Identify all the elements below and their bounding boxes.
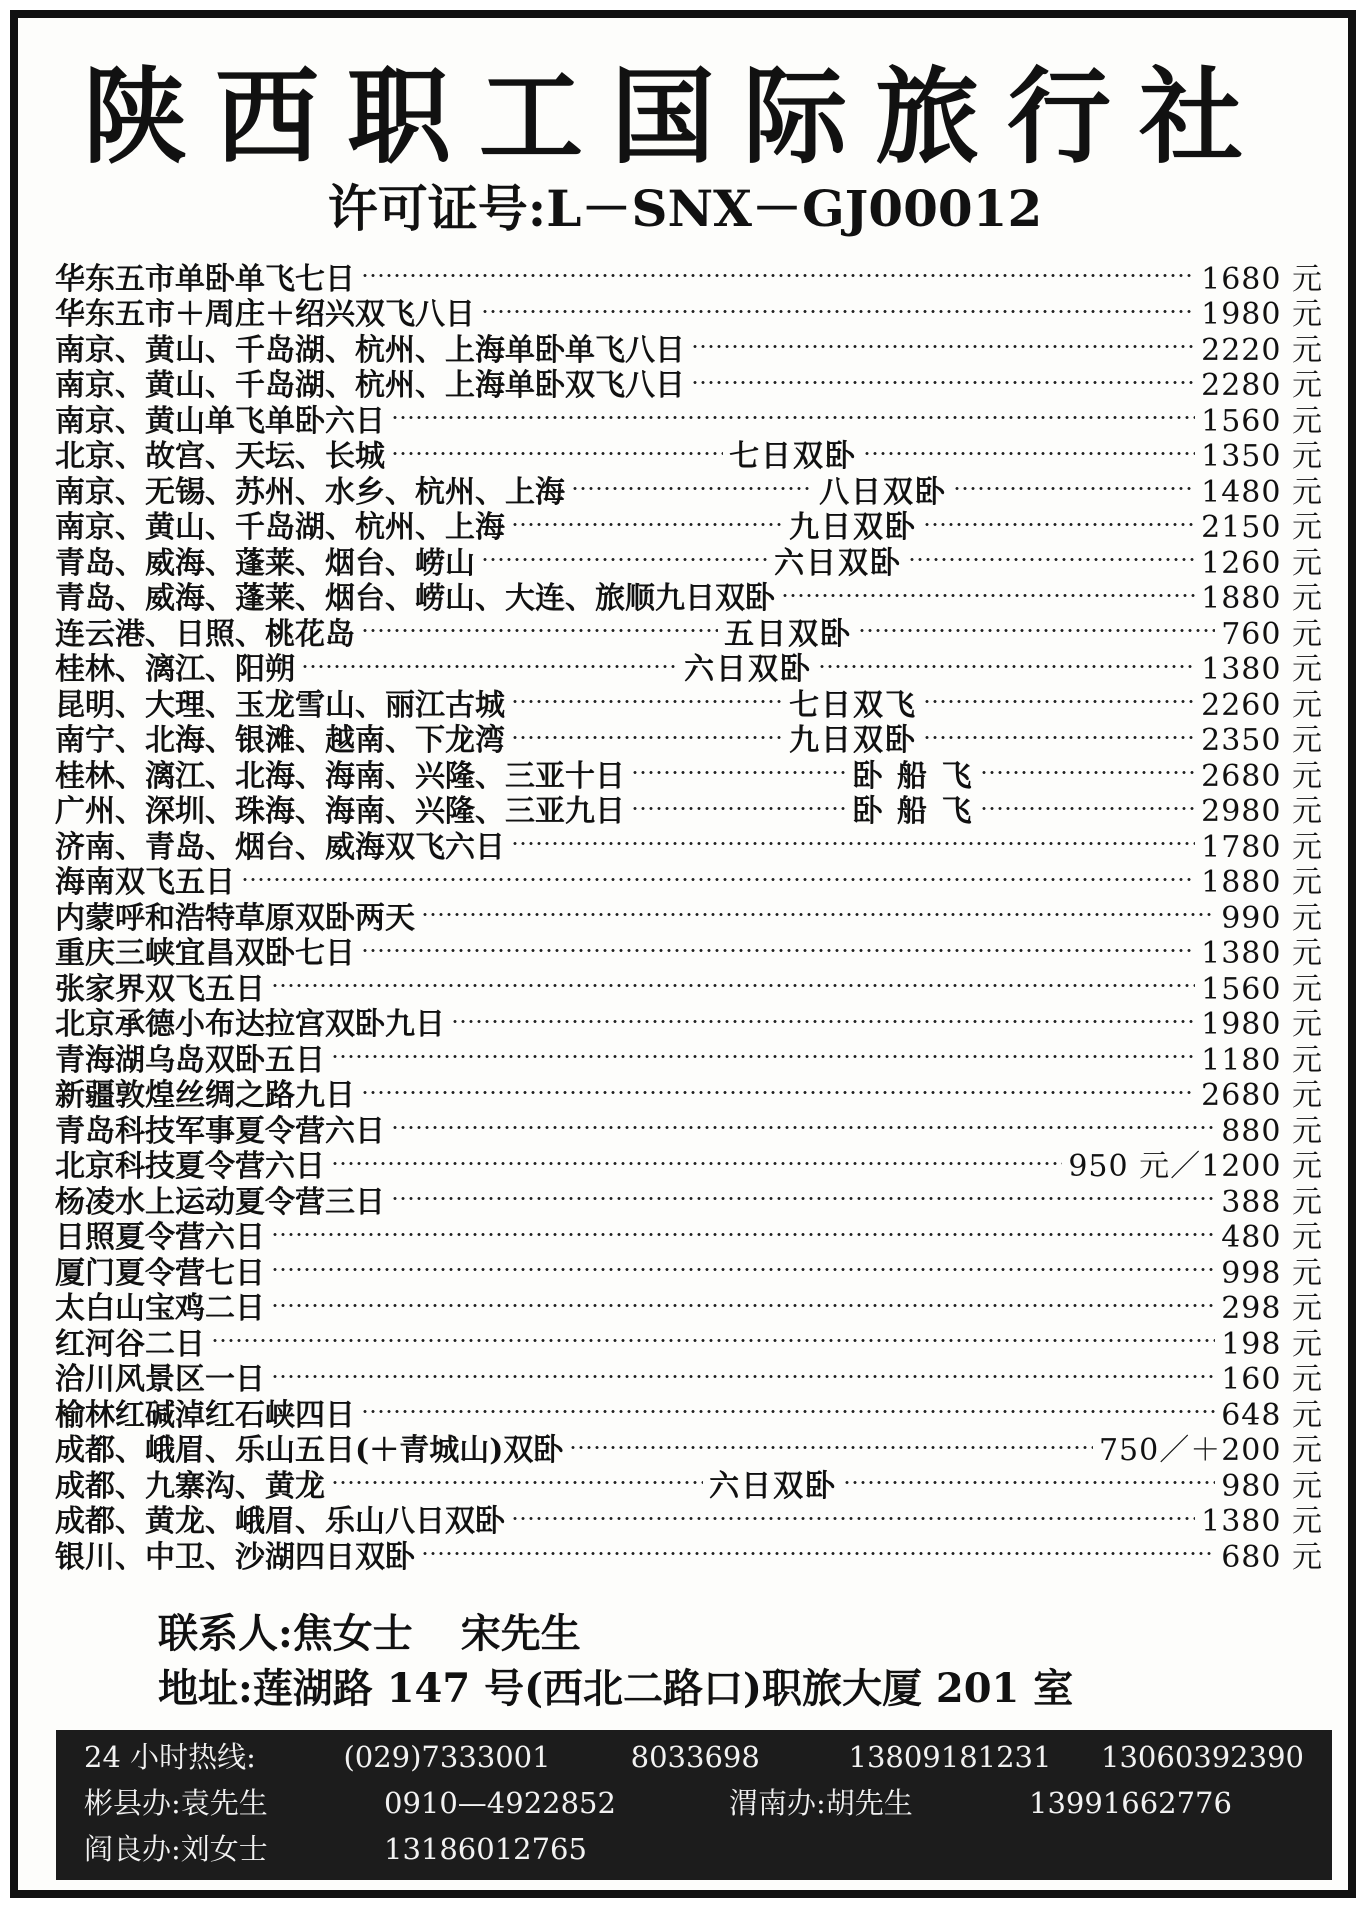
contact-label: 联系人: bbox=[158, 1610, 293, 1657]
branch-row-1 bbox=[84, 1780, 1304, 1826]
agency-title: 陕西职工国际旅行社 bbox=[82, 55, 1271, 178]
route-row bbox=[55, 471, 1324, 510]
route-row bbox=[55, 1501, 1323, 1540]
dot-leader bbox=[511, 736, 783, 739]
route-price: 950 元／1200 元 bbox=[1068, 1149, 1323, 1185]
route-name: 北京、故宫、天坛、长城 bbox=[55, 439, 385, 475]
route-row bbox=[55, 1252, 1323, 1291]
hotline-phone-2: 8033698 bbox=[630, 1740, 760, 1774]
dot-leader bbox=[211, 1339, 1215, 1342]
dot-leader bbox=[908, 558, 1195, 561]
route-name: 洽川风景区一日 bbox=[55, 1362, 265, 1398]
route-price: 2150 元 bbox=[1201, 510, 1324, 546]
route-row bbox=[55, 897, 1323, 936]
route-note: 六日双卧 bbox=[684, 652, 813, 688]
dot-leader bbox=[361, 274, 1195, 277]
route-note: 卧 船 飞 bbox=[852, 758, 974, 794]
route-name: 南宁、北海、银滩、越南、下龙湾 bbox=[55, 723, 505, 759]
route-name: 青岛科技军事夏令营六日 bbox=[55, 1113, 385, 1149]
route-price: 2680 元 bbox=[1201, 758, 1323, 794]
yanliang-phone: 13186012765 bbox=[384, 1832, 587, 1866]
route-name: 内蒙呼和浩特草原双卧两天 bbox=[55, 900, 415, 936]
binxian-office: 彬县办:袁先生 bbox=[84, 1786, 268, 1820]
route-price: 680 元 bbox=[1221, 1539, 1323, 1575]
dot-leader bbox=[980, 807, 1196, 810]
route-name: 南京、黄山、千岛湖、杭州、上海单卧单飞八日 bbox=[55, 332, 685, 368]
route-row bbox=[55, 613, 1324, 652]
route-note: 七日双卧 bbox=[729, 439, 858, 475]
route-price: 1560 元 bbox=[1201, 971, 1323, 1007]
route-name: 太白山宝鸡二日 bbox=[55, 1291, 265, 1327]
dot-leader bbox=[923, 523, 1195, 526]
route-name: 青岛、威海、蓬莱、烟台、崂山 bbox=[55, 545, 475, 581]
route-name: 重庆三峡宜昌双卧七日 bbox=[55, 936, 355, 972]
route-price: 980 元 bbox=[1221, 1468, 1324, 1504]
hotline-phone-4: 13060392390 bbox=[1101, 1740, 1304, 1774]
route-row bbox=[55, 1004, 1323, 1043]
dot-leader bbox=[569, 1446, 1093, 1449]
route-name: 昆明、大理、玉龙雪山、丽江古城 bbox=[55, 687, 505, 723]
dot-leader bbox=[571, 487, 813, 490]
dot-leader bbox=[818, 665, 1195, 668]
route-price: 1880 元 bbox=[1201, 581, 1323, 617]
route-name: 银川、中卫、沙湖四日双卧 bbox=[55, 1539, 415, 1575]
route-row bbox=[55, 1323, 1323, 1362]
dot-leader bbox=[361, 1091, 1195, 1094]
route-price: 2260 元 bbox=[1201, 687, 1324, 723]
route-name: 海南双飞五日 bbox=[55, 865, 235, 901]
dot-leader bbox=[923, 736, 1195, 739]
route-note: 卧 船 飞 bbox=[852, 794, 974, 830]
route-row bbox=[55, 294, 1323, 333]
route-name: 张家界双飞五日 bbox=[55, 971, 265, 1007]
route-name: 成都、九寨沟、黄龙 bbox=[55, 1468, 325, 1504]
route-row bbox=[55, 1288, 1323, 1327]
dot-leader bbox=[923, 700, 1195, 703]
route-row bbox=[55, 1146, 1323, 1185]
route-name: 榆林红碱淖红石峡四日 bbox=[55, 1397, 355, 1433]
route-note: 五日双卧 bbox=[724, 616, 853, 652]
route-price: 1980 元 bbox=[1201, 1007, 1323, 1043]
route-price: 1260 元 bbox=[1201, 545, 1324, 581]
route-row bbox=[55, 1430, 1323, 1469]
route-row bbox=[55, 1181, 1323, 1220]
route-price: 1380 元 bbox=[1201, 1504, 1323, 1540]
route-name: 日照夏令营六日 bbox=[55, 1220, 265, 1256]
route-name: 南京、黄山、千岛湖、杭州、上海 bbox=[55, 510, 505, 546]
dot-leader bbox=[631, 807, 847, 810]
route-name: 济南、青岛、烟台、威海双飞六日 bbox=[55, 829, 505, 865]
license-number: 许可证号:L－SNX－GJ00012 bbox=[327, 179, 1043, 238]
dot-leader bbox=[361, 629, 718, 632]
route-row bbox=[55, 933, 1323, 972]
contact-person-1: 焦女士 bbox=[292, 1610, 413, 1657]
dot-leader bbox=[361, 1410, 1215, 1413]
route-note: 九日双卧 bbox=[789, 723, 918, 759]
route-price: 2350 元 bbox=[1201, 723, 1324, 759]
dot-leader bbox=[691, 381, 1195, 384]
route-price: 1780 元 bbox=[1201, 829, 1323, 865]
route-price: 2280 元 bbox=[1201, 368, 1323, 404]
dot-leader bbox=[481, 558, 768, 561]
route-row bbox=[55, 684, 1324, 723]
route-price: 198 元 bbox=[1221, 1326, 1323, 1362]
weinan-office: 渭南办:胡先生 bbox=[729, 1786, 913, 1820]
dot-leader bbox=[271, 1268, 1215, 1271]
route-price-list bbox=[55, 258, 1324, 1575]
contact-person-2: 宋先生 bbox=[460, 1610, 581, 1657]
route-name: 新疆敦煌丝绸之路九日 bbox=[55, 1078, 355, 1114]
route-price: 1980 元 bbox=[1201, 297, 1323, 333]
route-row bbox=[55, 720, 1324, 759]
dot-leader bbox=[631, 771, 847, 774]
route-row bbox=[55, 968, 1323, 1007]
route-row bbox=[55, 436, 1324, 475]
route-name: 北京承德小布达拉宫双卧九日 bbox=[55, 1007, 445, 1043]
route-row bbox=[55, 1359, 1323, 1398]
route-price: 750／＋200 元 bbox=[1098, 1433, 1323, 1469]
route-price: 480 元 bbox=[1221, 1220, 1323, 1256]
route-note: 七日双飞 bbox=[789, 687, 918, 723]
route-price: 2980 元 bbox=[1201, 794, 1323, 830]
route-row bbox=[55, 542, 1324, 581]
dot-leader bbox=[331, 1162, 1062, 1165]
route-name: 成都、峨眉、乐山五日(＋青城山)双卧 bbox=[55, 1433, 564, 1469]
route-price: 1560 元 bbox=[1201, 403, 1323, 439]
hotline-row bbox=[84, 1734, 1304, 1780]
dot-leader bbox=[421, 1552, 1215, 1555]
route-row bbox=[55, 400, 1323, 439]
route-note: 六日双卧 bbox=[774, 545, 903, 581]
route-name: 南京、黄山单飞单卧六日 bbox=[55, 403, 385, 439]
route-price: 648 元 bbox=[1221, 1397, 1323, 1433]
hotline-phone-1: (029)7333001 bbox=[343, 1740, 551, 1774]
route-price: 1350 元 bbox=[1201, 439, 1324, 475]
dot-leader bbox=[863, 452, 1195, 455]
route-name: 红河谷二日 bbox=[55, 1326, 205, 1362]
route-name: 北京科技夏令营六日 bbox=[55, 1149, 325, 1185]
route-name: 杨凌水上运动夏令营三日 bbox=[55, 1184, 385, 1220]
route-row bbox=[55, 1039, 1323, 1078]
dot-leader bbox=[421, 913, 1215, 916]
dot-leader bbox=[271, 1375, 1215, 1378]
route-price: 998 元 bbox=[1221, 1255, 1323, 1291]
weinan-phone: 13991662776 bbox=[1029, 1786, 1232, 1820]
route-name: 南京、黄山、千岛湖、杭州、上海单卧双飞八日 bbox=[55, 368, 685, 404]
route-name: 华东五市＋周庄＋绍兴双飞八日 bbox=[55, 297, 475, 333]
route-price: 2680 元 bbox=[1201, 1078, 1323, 1114]
dot-leader bbox=[271, 1304, 1215, 1307]
route-row bbox=[55, 1536, 1323, 1575]
dot-leader bbox=[843, 1481, 1215, 1484]
dot-leader bbox=[271, 1233, 1215, 1236]
route-name: 成都、黄龙、峨眉、乐山八日双卧 bbox=[55, 1504, 505, 1540]
dot-leader bbox=[391, 1126, 1215, 1129]
route-price: 1380 元 bbox=[1201, 936, 1323, 972]
dot-leader bbox=[331, 1055, 1195, 1058]
route-name: 南京、无锡、苏州、水乡、杭州、上海 bbox=[55, 474, 565, 510]
route-price: 1680 元 bbox=[1201, 261, 1323, 297]
route-price: 1380 元 bbox=[1201, 652, 1324, 688]
route-row bbox=[55, 649, 1324, 688]
route-name: 华东五市单卧单飞七日 bbox=[55, 261, 355, 297]
route-price: 388 元 bbox=[1221, 1184, 1323, 1220]
dot-leader bbox=[691, 345, 1195, 348]
route-name: 厦门夏令营七日 bbox=[55, 1255, 265, 1291]
dot-leader bbox=[511, 700, 783, 703]
route-name: 青岛、威海、蓬莱、烟台、崂山、大连、旅顺九日双卧 bbox=[55, 581, 775, 617]
route-name: 广州、深圳、珠海、海南、兴隆、三亚九日 bbox=[55, 794, 625, 830]
route-name: 桂林、漓江、阳朔 bbox=[55, 652, 295, 688]
route-row bbox=[55, 1217, 1323, 1256]
route-note: 八日双卧 bbox=[819, 474, 948, 510]
dot-leader bbox=[271, 984, 1195, 987]
route-note: 六日双卧 bbox=[709, 1468, 838, 1504]
route-price: 760 元 bbox=[1221, 616, 1324, 652]
address-line: 地址:莲湖路 147 号(西北二路口)职旅大厦 201 室 bbox=[158, 1665, 1074, 1712]
dot-leader bbox=[481, 310, 1195, 313]
hotline-label: 24 小时热线: bbox=[84, 1740, 256, 1774]
route-price: 1180 元 bbox=[1201, 1042, 1323, 1078]
dot-leader bbox=[511, 842, 1195, 845]
dot-leader bbox=[391, 1197, 1215, 1200]
route-row bbox=[55, 365, 1323, 404]
dot-leader bbox=[301, 665, 678, 668]
route-price: 880 元 bbox=[1221, 1113, 1323, 1149]
route-row bbox=[55, 258, 1323, 297]
route-price: 1480 元 bbox=[1201, 474, 1324, 510]
route-price: 1880 元 bbox=[1201, 865, 1323, 901]
dot-leader bbox=[241, 878, 1195, 881]
dot-leader bbox=[781, 594, 1195, 597]
binxian-phone: 0910—4922852 bbox=[384, 1786, 616, 1820]
route-row bbox=[55, 507, 1324, 546]
route-name: 桂林、漓江、北海、海南、兴隆、三亚十日 bbox=[55, 758, 625, 794]
route-price: 160 元 bbox=[1221, 1362, 1323, 1398]
route-row bbox=[55, 1110, 1323, 1149]
route-row bbox=[55, 1394, 1323, 1433]
dot-leader bbox=[980, 771, 1196, 774]
yanliang-office: 阎良办:刘女士 bbox=[84, 1832, 268, 1866]
dot-leader bbox=[451, 1020, 1195, 1023]
route-row bbox=[55, 755, 1323, 794]
route-row bbox=[55, 862, 1323, 901]
route-name: 连云港、日照、桃花岛 bbox=[55, 616, 355, 652]
dot-leader bbox=[331, 1481, 703, 1484]
dot-leader bbox=[391, 452, 723, 455]
dot-leader bbox=[391, 416, 1195, 419]
route-row bbox=[55, 329, 1323, 368]
dot-leader bbox=[858, 629, 1215, 632]
route-row bbox=[55, 1075, 1323, 1114]
contact-line bbox=[158, 1606, 629, 1662]
hotline-phone-3: 13809181231 bbox=[848, 1740, 1052, 1774]
dot-leader bbox=[361, 949, 1195, 952]
route-row bbox=[55, 791, 1323, 830]
hotline-box bbox=[56, 1730, 1332, 1880]
route-row bbox=[55, 578, 1323, 617]
route-price: 298 元 bbox=[1221, 1291, 1323, 1327]
route-price: 990 元 bbox=[1221, 900, 1323, 936]
dot-leader bbox=[511, 1517, 1195, 1520]
route-row bbox=[55, 1465, 1324, 1504]
route-note: 九日双卧 bbox=[789, 510, 918, 546]
branch-row-2 bbox=[84, 1826, 1304, 1872]
route-name: 青海湖乌岛双卧五日 bbox=[55, 1042, 325, 1078]
route-row bbox=[55, 826, 1323, 865]
route-price: 2220 元 bbox=[1201, 332, 1323, 368]
dot-leader bbox=[511, 523, 783, 526]
dot-leader bbox=[953, 487, 1195, 490]
